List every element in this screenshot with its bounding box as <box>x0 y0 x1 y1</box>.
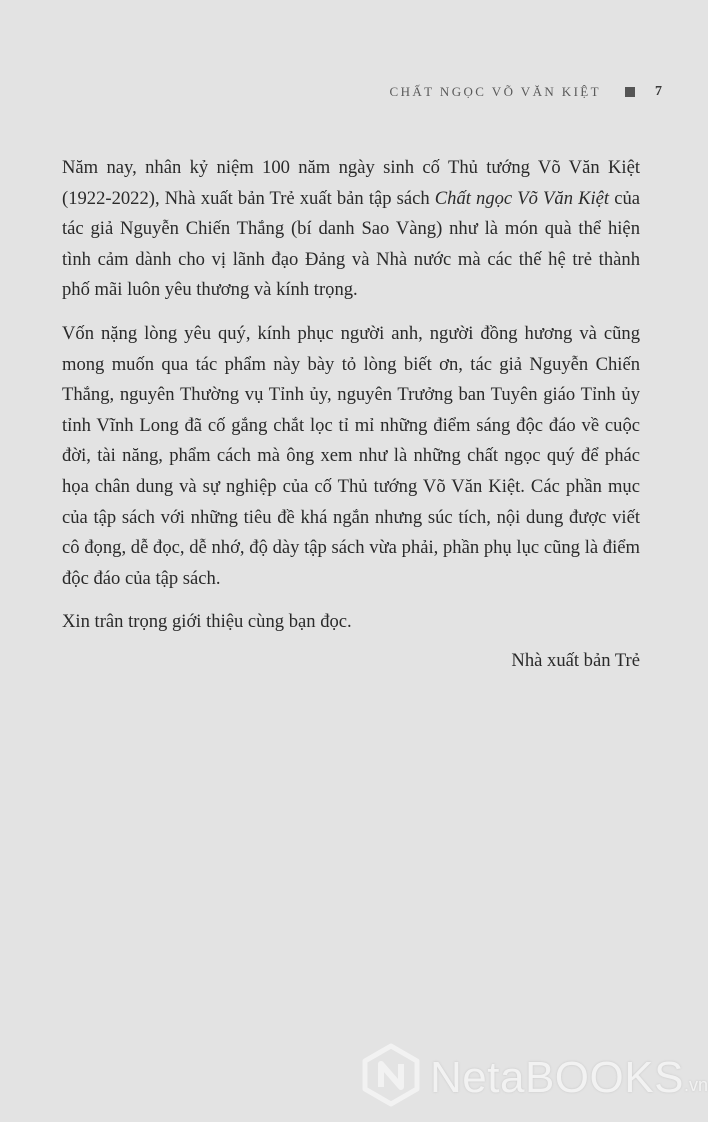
paragraph-1-part-c: của tác giả Nguyễn Chiến Thắng (bí danh Sao Vàng) như là món quà thể hiện tình cảm dành cho vị lãnh đạo Đảng và Nhà nước mà các thế hệ trẻ thành phố mãi luôn yêu thương và kính trọng. <box>62 187 640 301</box>
square-ornament-icon <box>625 87 635 97</box>
signature: Nhà xuất bản Trẻ <box>511 649 640 671</box>
paragraph-1 <box>62 153 640 306</box>
netabooks-logo-icon <box>362 1044 420 1111</box>
page-number: 7 <box>655 84 662 99</box>
running-header <box>390 84 662 100</box>
watermark-suffix: .vn <box>683 1075 708 1095</box>
paragraph-1-part-a: Năm nay, nhân kỷ niệm 100 năm ngày sinh cố Thủ tướng Võ Văn Kiệt (1922-2022), Nhà xuất bản Trẻ xuất bản tập sách <box>62 157 640 209</box>
paragraph-2: Vốn nặng lòng yêu quý, kính phục người anh, người đồng hương và cũng mong muốn qua tác phẩm này bày tỏ lòng biết ơn, tác giả Nguyễn Chiến Thắng, nguyên Thường vụ Tỉnh ủy, nguyên Trưởng ban Tuyên giáo Tỉnh ủy tỉnh Vĩnh Long đã cố gắng chắt lọc tỉ mỉ những điểm sáng độc đáo về cuộc đời, tài năng, phẩm cách mà ông xem như là những chất ngọc quý để phác họa chân dung và sự nghiệp của cố Thủ tướng Võ Văn Kiệt. Các phần mục của tập sách với những tiêu đề khá ngắn nhưng súc tích, nội dung được viết cô đọng, dễ đọc, dễ nhớ, độ dày tập sách vừa phải, phần phụ lục cũng là điểm độc đáo của tập sách. <box>62 322 640 589</box>
running-header-title: CHẤT NGỌC VÕ VĂN KIỆT <box>389 84 601 99</box>
paragraph-3: Xin trân trọng giới thiệu cùng bạn đọc. <box>62 611 352 633</box>
book-title-italic: Chất ngọc Võ Văn Kiệt <box>434 187 610 209</box>
watermark <box>362 1044 708 1111</box>
watermark-text: NetaBOOKS <box>430 1052 684 1102</box>
body-text <box>62 153 640 690</box>
